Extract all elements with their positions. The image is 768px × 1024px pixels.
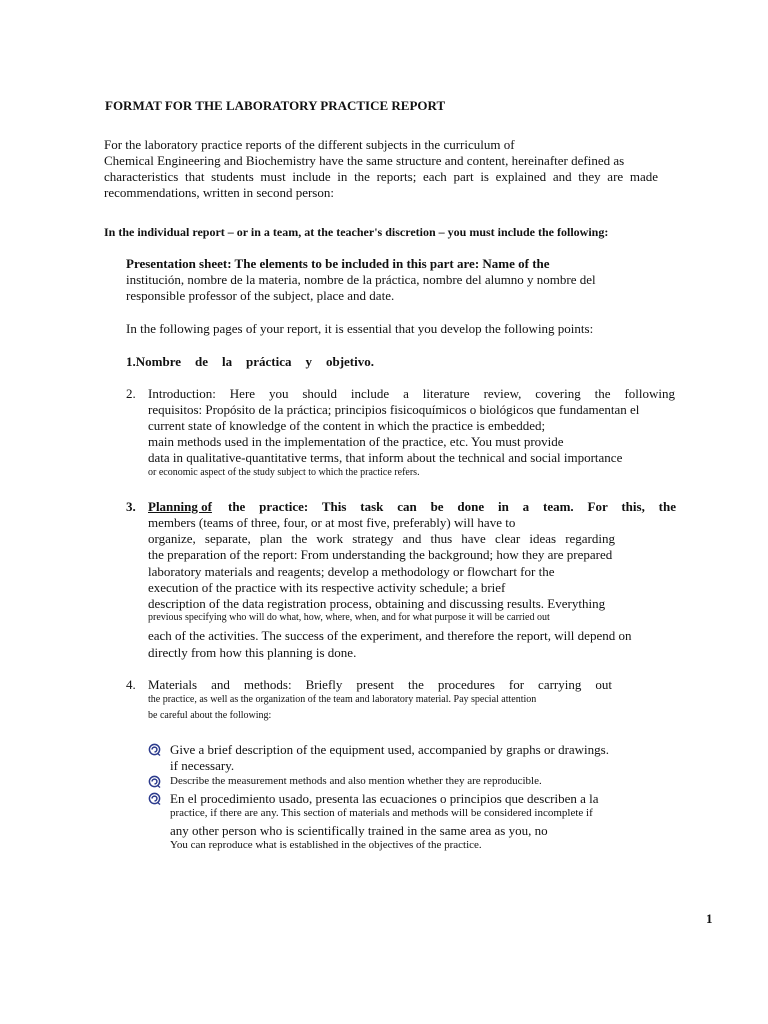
intro-line: recommendations, written in second person:	[104, 185, 334, 200]
item-2-line: or economic aspect of the study subject to which the practice refers.	[148, 467, 420, 478]
item-3-line: members (teams of three, four, or at most five, preferably) will have to	[148, 515, 516, 530]
bullet-line: Describe the measurement methods and also mention whether they are reproducible.	[170, 775, 542, 787]
item-4-line: the practice, as well as the organization of the team and laboratory material. Pay special attention	[148, 694, 537, 705]
item-2-line: main methods used in the implementation of the practice, etc. You must provide	[148, 434, 564, 449]
page-number: 1	[706, 911, 713, 926]
item-3-line: execution of the practice with its respective activity schedule; a brief	[148, 580, 506, 595]
item-3-underlined: Planning of	[148, 499, 212, 514]
following-points-text: In the following pages of your report, it is essential that you develop the following points:	[126, 321, 594, 336]
item-3-heading-rest: the practice: This task can be done in a team. For this, the	[228, 499, 676, 514]
item-3-line: the preparation of the report: From understanding the background; how they are prepared	[148, 547, 613, 562]
item-2-line: current state of knowledge of the content in which the practice is embedded;	[148, 418, 546, 433]
item-4-line: be careful about the following:	[148, 710, 272, 721]
item-2-line: data in qualitative-quantitative terms, that inform about the technical and social importance	[148, 450, 623, 465]
spiral-bullet-icon	[148, 792, 161, 805]
item-3-line: each of the activities. The success of the experiment, and therefore the report, will depend on	[148, 628, 632, 643]
item-3-line: previous specifying who will do what, how, where, when, and for what purpose it will be carried out	[148, 612, 550, 623]
bullet-line: practice, if there are any. This section of materials and methods will be considered incomplete if	[170, 807, 593, 819]
item-2-line: Introduction: Here you should include a literature review, covering the following	[148, 386, 675, 401]
bullet-line: any other person who is scientifically trained in the same area as you, no	[170, 823, 548, 838]
item-3-line: description of the data registration process, obtaining and discussing results. Everything	[148, 596, 606, 611]
item-2-line: requisitos: Propósito de la práctica; principios fisicoquímicos o biológicos que fundamentan el	[148, 402, 640, 417]
item-3-line: laboratory materials and reagents; develop a methodology or flowchart for the	[148, 564, 555, 579]
item-1-heading: 1.Nombre de la práctica y objetivo.	[126, 354, 374, 369]
spiral-bullet-icon	[148, 743, 161, 756]
item-4-number: 4.	[126, 677, 136, 692]
intro-line: characteristics that students must include in the reports; each part is explained and they are made	[104, 169, 658, 184]
item-3-number: 3.	[126, 499, 136, 514]
intro-line: Chemical Engineering and Biochemistry have the same structure and content, hereinafter defined as	[104, 153, 625, 168]
presentation-line: responsible professor of the subject, place and date.	[126, 288, 395, 303]
intro-line: For the laboratory practice reports of the different subjects in the curriculum of	[104, 137, 515, 152]
bullet-line: if necessary.	[170, 758, 235, 773]
page-title: FORMAT FOR THE LABORATORY PRACTICE REPORT	[105, 98, 446, 113]
item-3-line: organize, separate, plan the work strategy and thus have clear ideas regarding	[148, 531, 615, 546]
section-heading: In the individual report – or in a team, at the teacher's discretion – you must include the following:	[104, 225, 609, 239]
bullet-line: Give a brief description of the equipment used, accompanied by graphs or drawings.	[170, 742, 609, 757]
item-3-line: directly from how this planning is done.	[148, 645, 357, 660]
item-4-line: Materials and methods: Briefly present the procedures for carrying out	[148, 677, 612, 692]
spiral-bullet-icon	[148, 775, 161, 788]
bullet-line: En el procedimiento usado, presenta las ecuaciones o principios que describen a la	[170, 791, 599, 806]
presentation-heading: Presentation sheet: The elements to be included in this part are: Name of the	[126, 256, 550, 271]
item-3-heading	[148, 500, 676, 513]
item-2-number: 2.	[126, 386, 136, 401]
bullet-line: You can reproduce what is established in the objectives of the practice.	[170, 839, 482, 851]
presentation-line: institución, nombre de la materia, nombre de la práctica, nombre del alumno y nombre del	[126, 272, 596, 287]
